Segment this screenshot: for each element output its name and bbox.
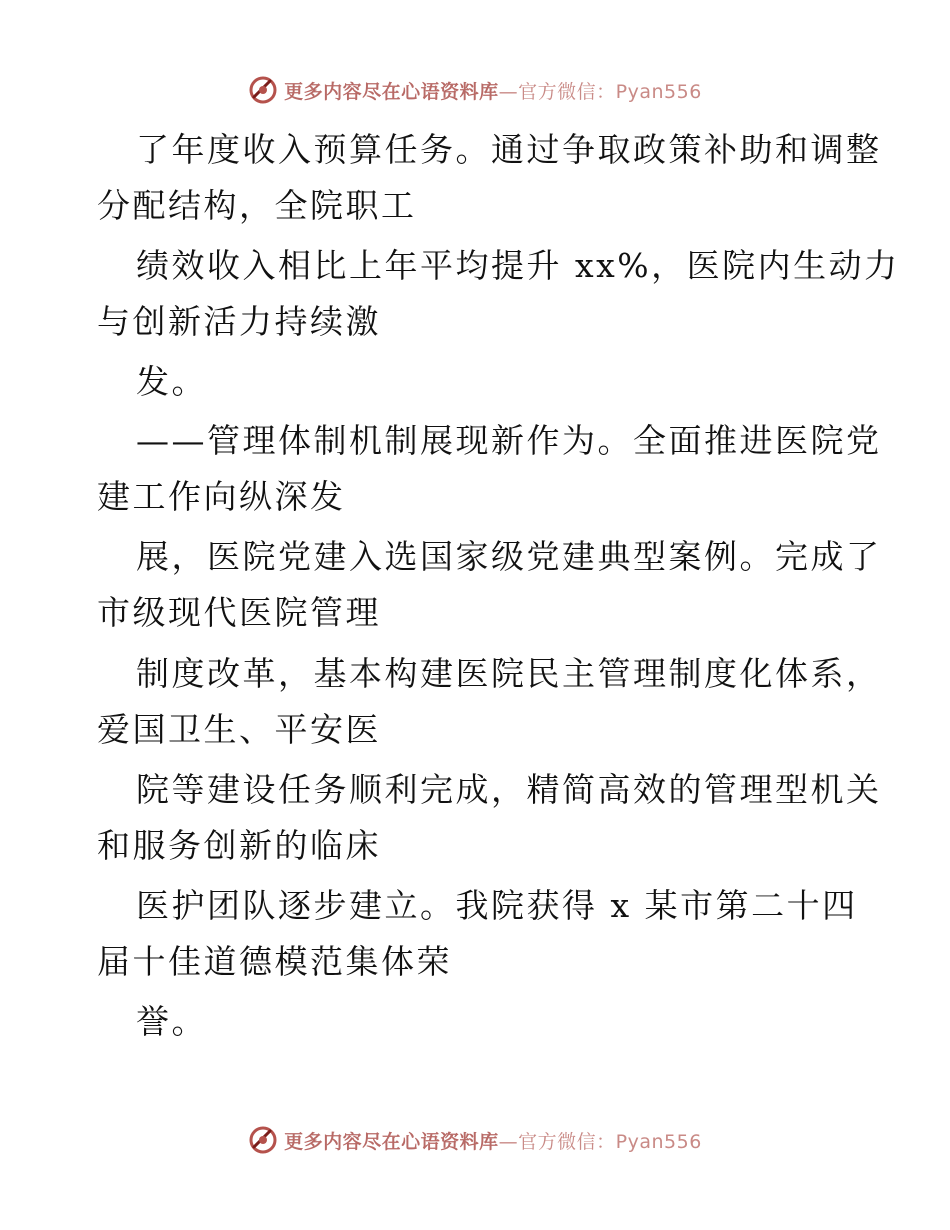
header-separator: — (498, 80, 519, 103)
footer-wechat-text: 官方微信：Pyan556 (518, 1130, 702, 1153)
footer-banner (0, 1122, 950, 1158)
body-line: 爱国卫生、平安医 (97, 710, 381, 749)
body-line: 和服务创新的临床 (97, 826, 381, 865)
body-line: 市级现代医院管理 (97, 593, 381, 632)
body-line: 了年度收入预算任务。通过争取政策补助和调整 (136, 130, 882, 169)
body-line: 与创新活力持续激 (97, 302, 381, 341)
body-line: 誉。 (136, 1002, 207, 1041)
body-line: 发。 (136, 362, 207, 401)
header-banner-text (284, 77, 702, 104)
footer-separator: — (498, 1130, 519, 1153)
header-wechat-text: 官方微信：Pyan556 (518, 80, 702, 103)
body-line: 医护团队逐步建立。我院获得 x 某市第二十四 (136, 886, 858, 925)
body-line: 分配结构，全院职工 (97, 186, 417, 225)
body-line: 院等建设任务顺利完成，精简高效的管理型机关 (136, 770, 882, 809)
footer-site-text: 更多内容尽在心语资料库 (284, 1130, 499, 1153)
body-line: 展，医院党建入选国家级党建典型案例。完成了 (136, 537, 882, 576)
brand-logo-icon (248, 75, 278, 105)
body-line: 建工作向纵深发 (97, 477, 346, 516)
header-site-text: 更多内容尽在心语资料库 (284, 80, 499, 103)
body-line: 制度改革，基本构建医院民主管理制度化体系， (136, 654, 882, 693)
footer-banner-text (284, 1127, 702, 1154)
body-line: ——管理体制机制展现新作为。全面推进医院党 (136, 421, 882, 460)
brand-logo-icon (248, 1125, 278, 1155)
body-line: 届十佳道德模范集体荣 (97, 942, 452, 981)
header-banner (0, 72, 950, 108)
body-line: 绩效收入相比上年平均提升 xx%，医院内生动力 (136, 246, 900, 285)
